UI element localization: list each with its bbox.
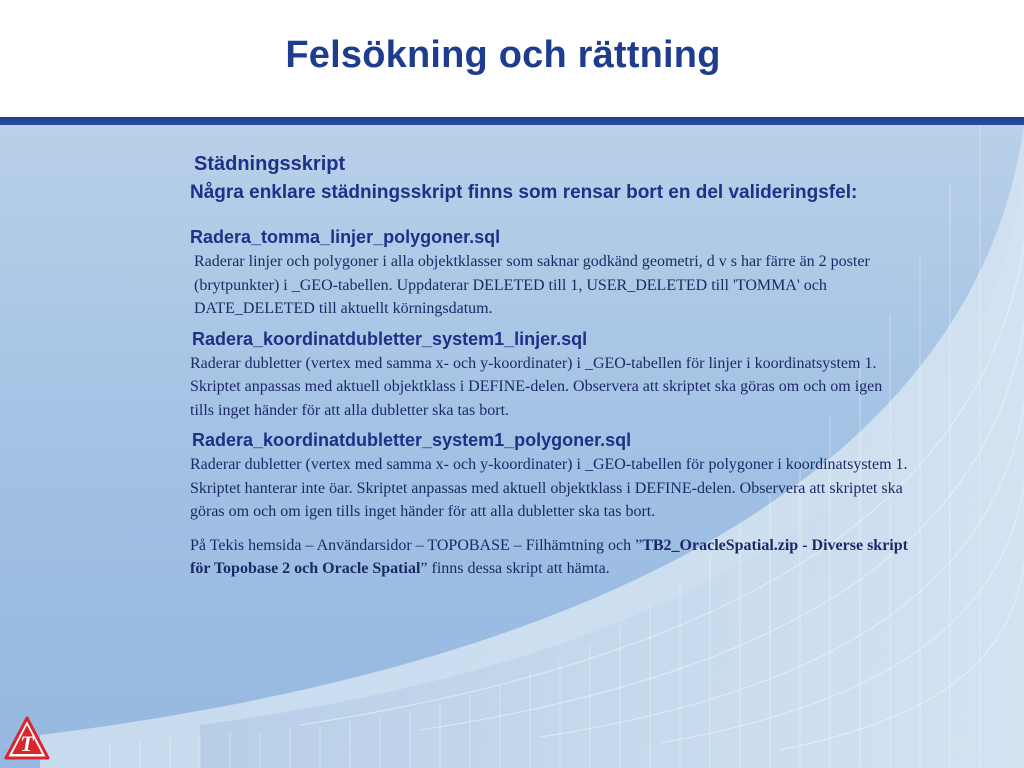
slide-title: Felsökning och rättning: [285, 34, 721, 76]
title-bar: [0, 0, 1024, 117]
download-info-suffix: ” finns dessa skript att hämta.: [420, 560, 610, 577]
script-description: Raderar dubletter (vertex med samma x- och y-koordinater) i _GEO-tabellen för polygoner i koordinatsystem 1. Skriptet hanterar inte öar. Skriptet anpassas med aktuell objektklass i DEFINE-delen. Observera att skriptet ska göras om och om igen tills inget händer för att alla dubletter ska tas bort.: [190, 456, 908, 520]
tekis-logo-icon: [4, 716, 50, 762]
script-name: Radera_koordinatdubletter_system1_polygoner.sql: [192, 430, 632, 450]
download-info: [190, 534, 910, 581]
title-divider: [0, 117, 1024, 125]
section-heading: Städningsskript: [194, 153, 346, 175]
script-description: Raderar linjer och polygoner i alla objektklasser som saknar godkänd geometri, d v s har färre än 2 poster (brytpunkter) i _GEO-tabellen. Uppdaterar DELETED till 1, USER_DELETED till 'TOMMA' och DATE_DELETED till aktuellt körningsdatum.: [194, 253, 870, 317]
intro-text: Några enklare städningsskript finns som rensar bort en del valideringsfel:: [190, 182, 858, 203]
script-description: Raderar dubletter (vertex med samma x- och y-koordinater) i _GEO-tabellen för linjer i koordinatsystem 1. Skriptet anpassas med aktuell objektklass i DEFINE-delen. Observera att skriptet ska göras om och om igen tills inget händer för att alla dubletter ska tas bort.: [190, 354, 883, 419]
download-info-prefix: På Tekis hemsida – Användarsidor – TOPOBASE – Filhämtning och ”: [190, 536, 643, 554]
download-package-name: TB2_OracleSpatial.zip - Diverse skript för Topobase 2 och Oracle Spatial: [190, 536, 908, 577]
script-name: Radera_koordinatdubletter_system1_linjer.sql: [192, 328, 588, 349]
script-name: Radera_tomma_linjer_polygoner.sql: [190, 227, 501, 247]
logo-letter: T: [20, 731, 34, 756]
slide-content: [190, 153, 910, 581]
